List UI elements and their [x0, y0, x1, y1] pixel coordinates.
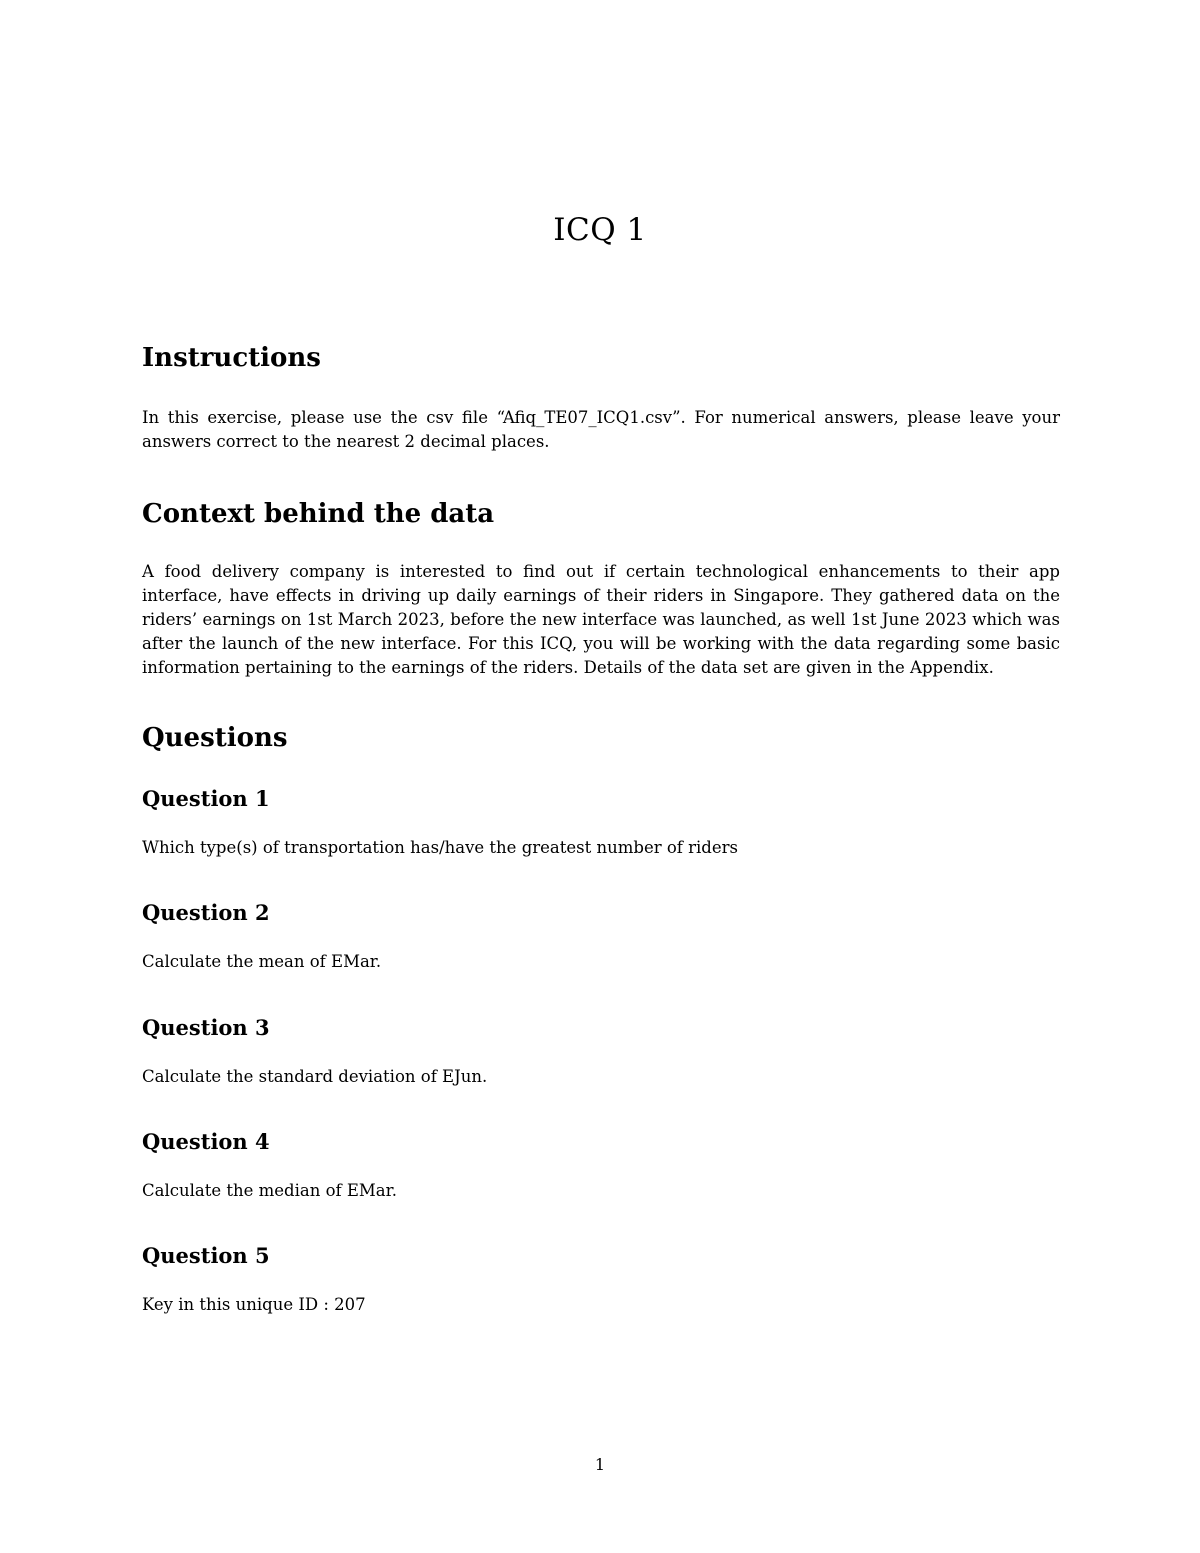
question-2-label: Question 2 [142, 900, 270, 925]
question-1-label: Question 1 [142, 786, 270, 811]
question-2-text: Calculate the mean of EMar. [142, 952, 382, 971]
document-title: ICQ 1 [553, 212, 647, 248]
question-3-label: Question 3 [142, 1015, 270, 1040]
question-4-text: Calculate the median of EMar. [142, 1181, 397, 1200]
context-heading: Context behind the data [142, 499, 495, 529]
question-1-text: Which type(s) of transportation has/have the greatest number of riders [142, 838, 738, 857]
page-number: 1 [594, 1455, 606, 1474]
question-5-text: Key in this unique ID : 207 [142, 1295, 366, 1314]
question-4-label: Question 4 [142, 1129, 270, 1154]
context-text: A food delivery company is interested to find out if certain technological enhancements to their app interface, have effects in driving up daily earnings of their riders in Singapore. They gathered data on the riders’ earnings on 1st March 2023, before the new interface was launched, as well 1st June 2023 which was after the launch of the new interface. For this ICQ, you will be working with the data regarding some basic information pertaining to the earnings of the riders. Details of the data set are given in the Appendix. [142, 562, 1060, 677]
question-5-label: Question 5 [142, 1243, 270, 1268]
question-3-text: Calculate the standard deviation of EJun. [142, 1067, 488, 1086]
instructions-text: In this exercise, please use the csv file “Afiq_TE07_ICQ1.csv”. For numerical answers, please leave your answers correct to the nearest 2 decimal places. [142, 408, 1060, 451]
questions-heading: Questions [142, 723, 288, 753]
instructions-heading: Instructions [142, 343, 321, 373]
